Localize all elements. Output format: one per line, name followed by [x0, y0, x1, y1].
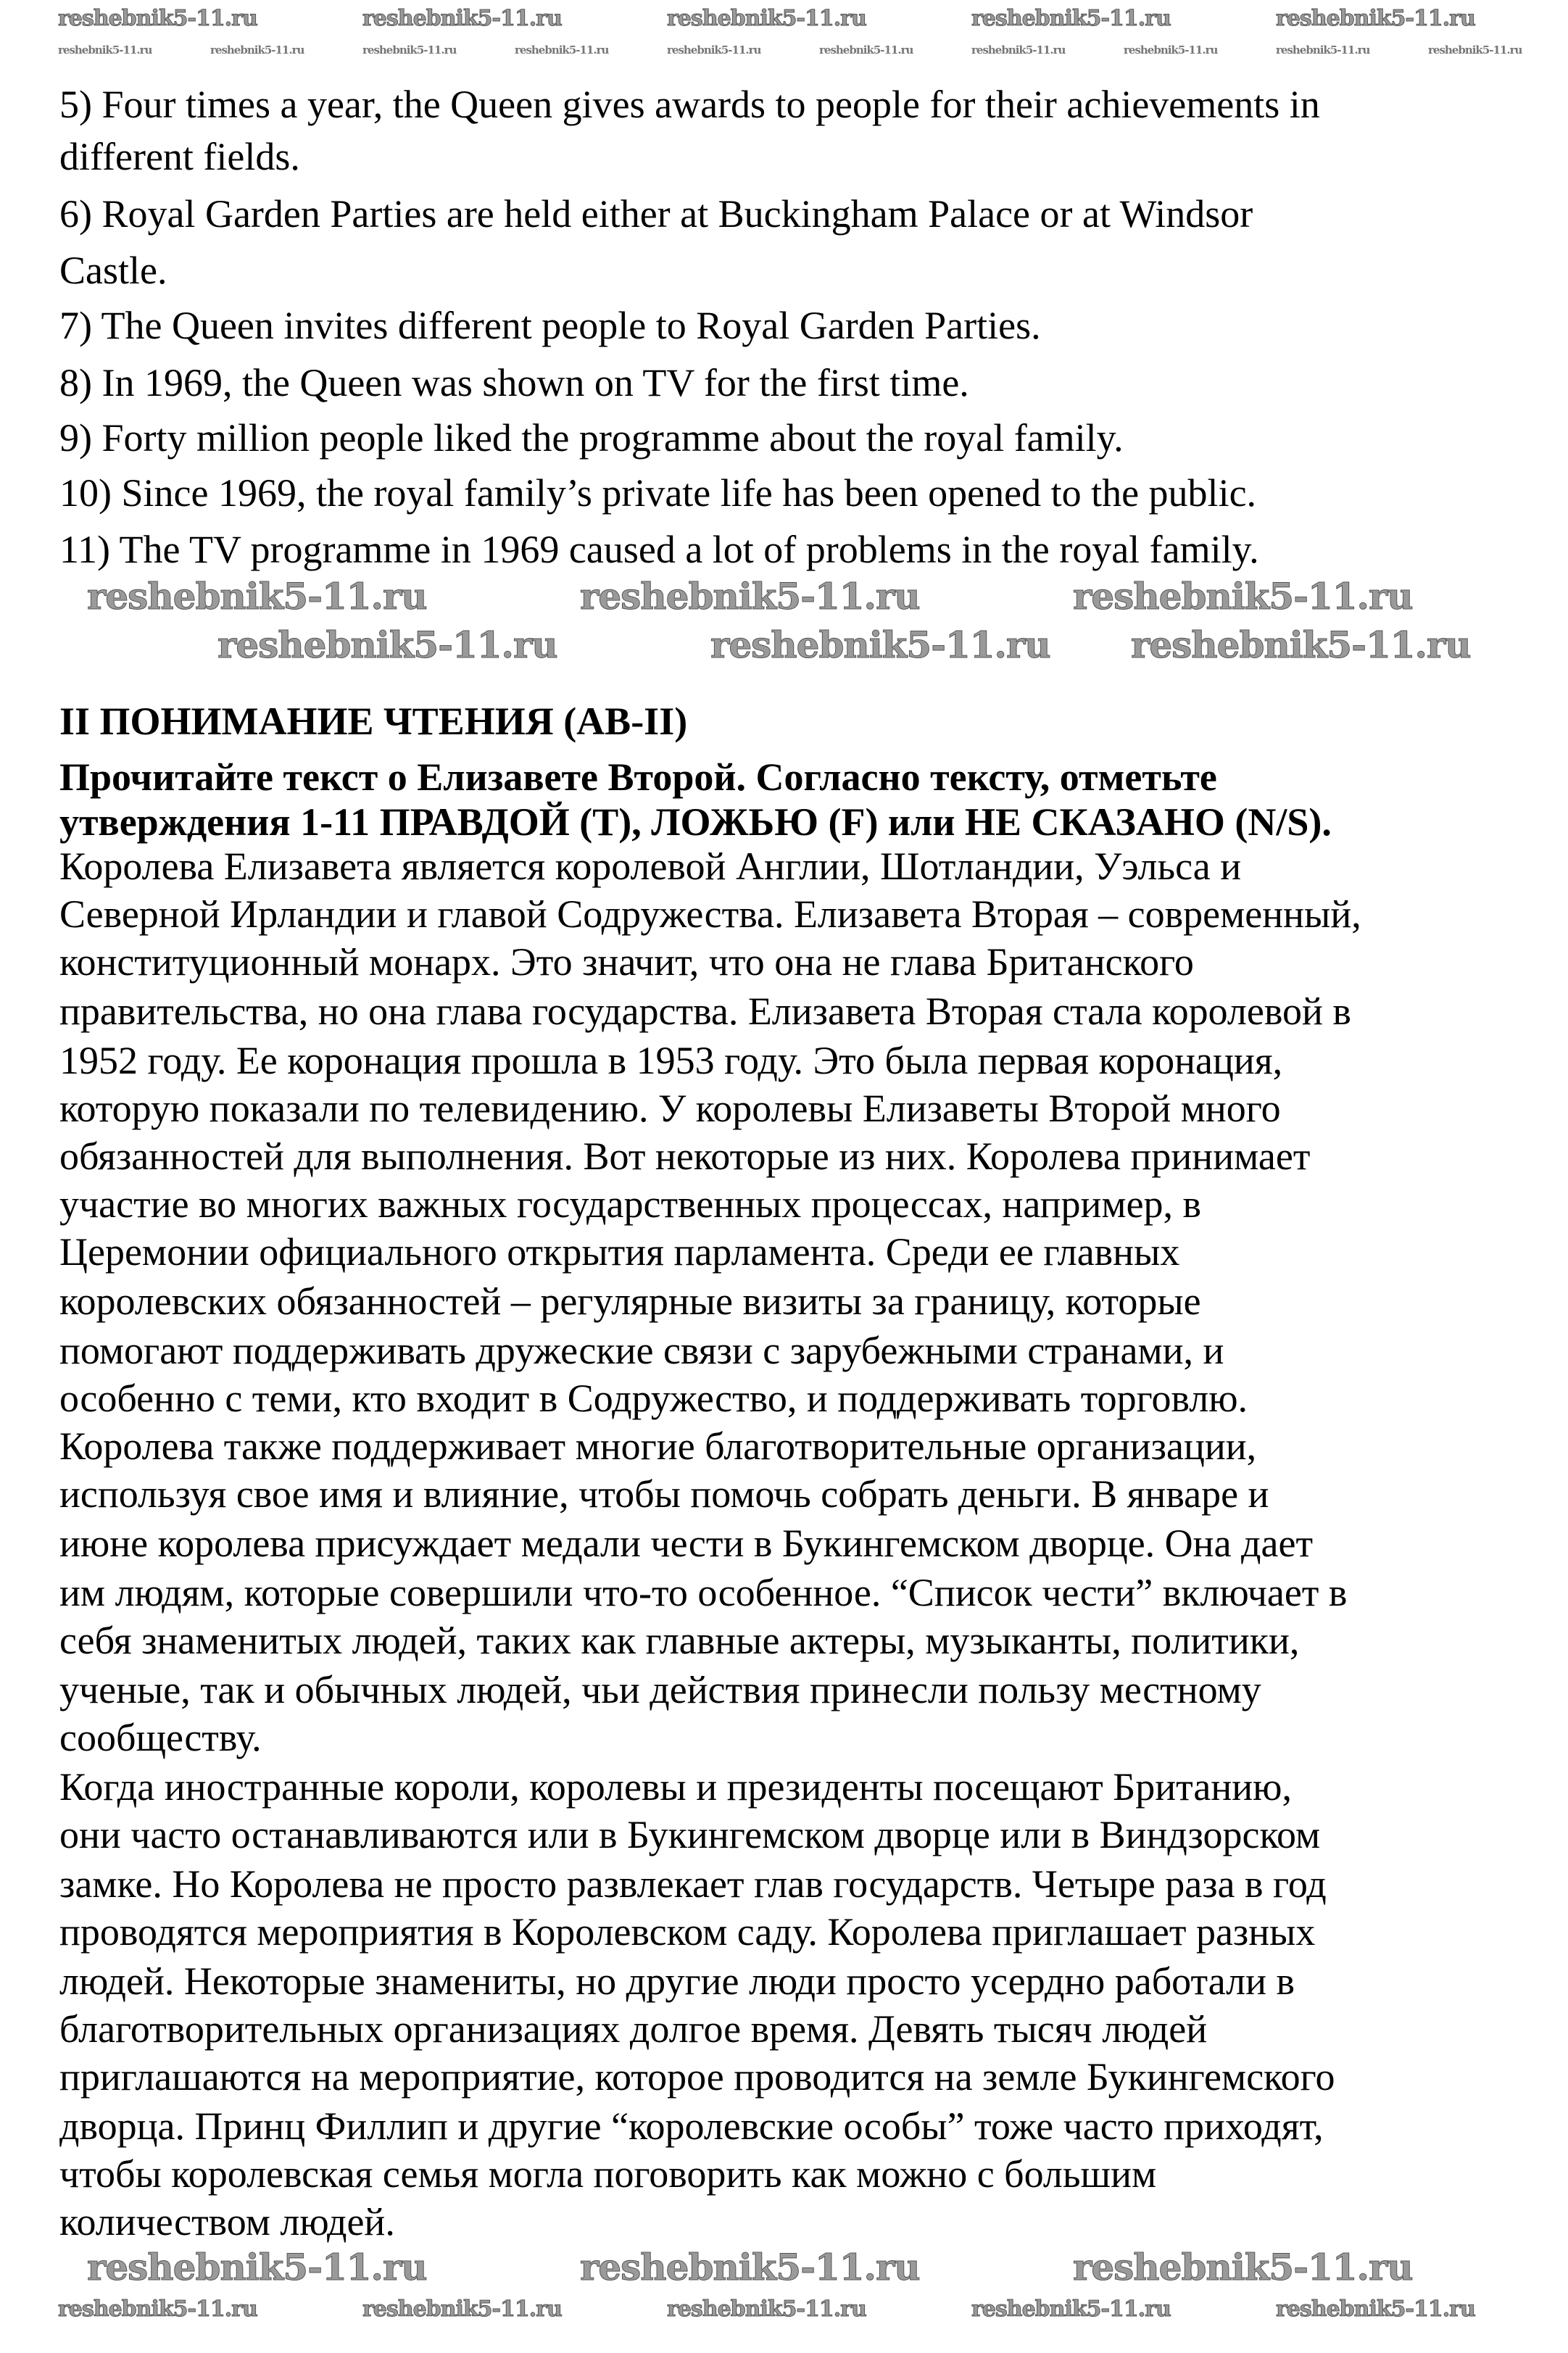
statement-line: different fields.	[59, 135, 300, 178]
text-line: Когда иностранные короли, королевы и президенты посещают Британию,	[59, 1765, 1292, 1809]
instruction-line: утверждения 1-11 ПРАВДОЙ (T), ЛОЖЬЮ (F) или НЕ СКАЗАНО (N/S).	[59, 800, 1332, 844]
text-line: людей. Некоторые знамениты, но другие люди просто усердно работали в	[59, 1959, 1295, 2003]
text-line: чтобы королевская семья могла поговорить как можно с большим	[59, 2152, 1157, 2196]
instruction-line: Прочитайте текст о Елизавете Второй. Согласно тексту, отметьте	[59, 755, 1217, 799]
text-line: помогают поддерживать дружеские связи с зарубежными странами, и	[59, 1329, 1224, 1372]
watermark: reshebnik5-11.ru	[580, 575, 920, 618]
watermark: reshebnik5-11.ru	[1276, 6, 1475, 31]
text-line: которую показали по телевидению. У королевы Елизаветы Второй много	[59, 1087, 1281, 1130]
watermark: reshebnik5-11.ru	[58, 2296, 257, 2322]
text-line: 1952 году. Ее коронация прошла в 1953 году. Это была первая коронация,	[59, 1039, 1283, 1082]
text-line: Королева Елизавета является королевой Англии, Шотландии, Уэльса и	[59, 844, 1242, 888]
text-line: Северной Ирландии и главой Содружества. Елизавета Вторая – современный,	[59, 892, 1361, 936]
watermark: reshebnik5-11.ru	[58, 6, 257, 31]
statement-line: 8) In 1969, the Queen was shown on TV for the first time.	[59, 361, 969, 404]
text-line: приглашаются на мероприятие, которое проводится на земле Букингемского	[59, 2055, 1335, 2099]
statement-line: 7) The Queen invites different people to Royal Garden Parties.	[59, 304, 1041, 347]
watermark: reshebnik5-11.ru	[87, 2246, 427, 2288]
watermark: reshebnik5-11.ru	[362, 43, 457, 57]
watermark: reshebnik5-11.ru	[667, 6, 866, 31]
watermark: reshebnik5-11.ru	[58, 43, 152, 57]
statement-line: 11) The TV programme in 1969 caused a lot of problems in the royal family.	[59, 528, 1259, 571]
watermark: reshebnik5-11.ru	[1428, 43, 1522, 57]
watermark: reshebnik5-11.ru	[87, 575, 427, 618]
text-line: замке. Но Королева не просто развлекает глав государств. Четыре раза в год	[59, 1862, 1327, 1906]
watermark: reshebnik5-11.ru	[667, 2296, 866, 2322]
watermark: reshebnik5-11.ru	[1276, 2296, 1475, 2322]
watermark: reshebnik5-11.ru	[819, 43, 913, 57]
text-line: дворца. Принц Филлип и другие “королевские особы” тоже часто приходят,	[59, 2104, 1324, 2148]
watermark: reshebnik5-11.ru	[210, 43, 304, 57]
watermark: reshebnik5-11.ru	[1073, 2246, 1413, 2288]
statement-line: 5) Four times a year, the Queen gives awards to people for their achievements in	[59, 83, 1320, 126]
text-line: королевских обязанностей – регулярные визиты за границу, которые	[59, 1279, 1201, 1323]
watermark: reshebnik5-11.ru	[1131, 623, 1471, 666]
statement-line: Castle.	[59, 249, 167, 292]
text-line: Королева также поддерживает многие благотворительные организации,	[59, 1424, 1257, 1468]
text-line: Церемонии официального открытия парламента. Среди ее главных	[59, 1230, 1180, 1274]
watermark: reshebnik5-11.ru	[580, 2246, 920, 2288]
text-line: количеством людей.	[59, 2200, 395, 2244]
watermark: reshebnik5-11.ru	[667, 43, 761, 57]
watermark: reshebnik5-11.ru	[217, 623, 557, 666]
statement-line: 6) Royal Garden Parties are held either at Buckingham Palace or at Windsor	[59, 192, 1253, 236]
watermark: reshebnik5-11.ru	[971, 6, 1171, 31]
text-line: им людям, которые совершили что-то особенное. “Список чести” включает в	[59, 1571, 1348, 1614]
text-line: июне королева присуждает медали чести в Букингемском дворце. Она дает	[59, 1522, 1314, 1565]
text-line: особенно с теми, кто входит в Содружество, и поддерживать торговлю.	[59, 1377, 1248, 1420]
watermark: reshebnik5-11.ru	[362, 2296, 562, 2322]
text-line: себя знаменитых людей, таких как главные актеры, музыканты, политики,	[59, 1619, 1300, 1662]
watermark: reshebnik5-11.ru	[1073, 575, 1413, 618]
text-line: они часто останавливаются или в Букингемском дворце или в Виндзорском	[59, 1813, 1321, 1856]
text-line: участие во многих важных государственных процессах, например, в	[59, 1182, 1202, 1226]
statement-line: 9) Forty million people liked the programme about the royal family.	[59, 416, 1124, 460]
section-heading: II ПОНИМАНИЕ ЧТЕНИЯ (AB-II)	[59, 700, 688, 743]
text-line: конституционный монарх. Это значит, что она не глава Британского	[59, 940, 1194, 984]
watermark: reshebnik5-11.ru	[971, 2296, 1171, 2322]
watermark: reshebnik5-11.ru	[362, 6, 562, 31]
watermark: reshebnik5-11.ru	[515, 43, 609, 57]
watermark: reshebnik5-11.ru	[1276, 43, 1370, 57]
text-line: проводятся мероприятия в Королевском саду. Королева приглашает разных	[59, 1910, 1316, 1954]
text-line: сообществу.	[59, 1716, 262, 1759]
statement-line: 10) Since 1969, the royal family’s private life has been opened to the public.	[59, 471, 1257, 515]
text-line: используя свое имя и влияние, чтобы помочь собрать деньги. В январе и	[59, 1472, 1269, 1516]
text-line: ученые, так и обычных людей, чьи действия принесли пользу местному	[59, 1668, 1261, 1711]
text-line: благотворительных организациях долгое время. Девять тысяч людей	[59, 2007, 1208, 2051]
text-line: правительства, но она глава государства. Елизавета Вторая стала королевой в	[59, 989, 1351, 1033]
text-line: обязанностей для выполнения. Вот некоторые из них. Королева принимает	[59, 1134, 1311, 1178]
watermark: reshebnik5-11.ru	[971, 43, 1066, 57]
watermark: reshebnik5-11.ru	[1124, 43, 1218, 57]
watermark: reshebnik5-11.ru	[710, 623, 1050, 666]
